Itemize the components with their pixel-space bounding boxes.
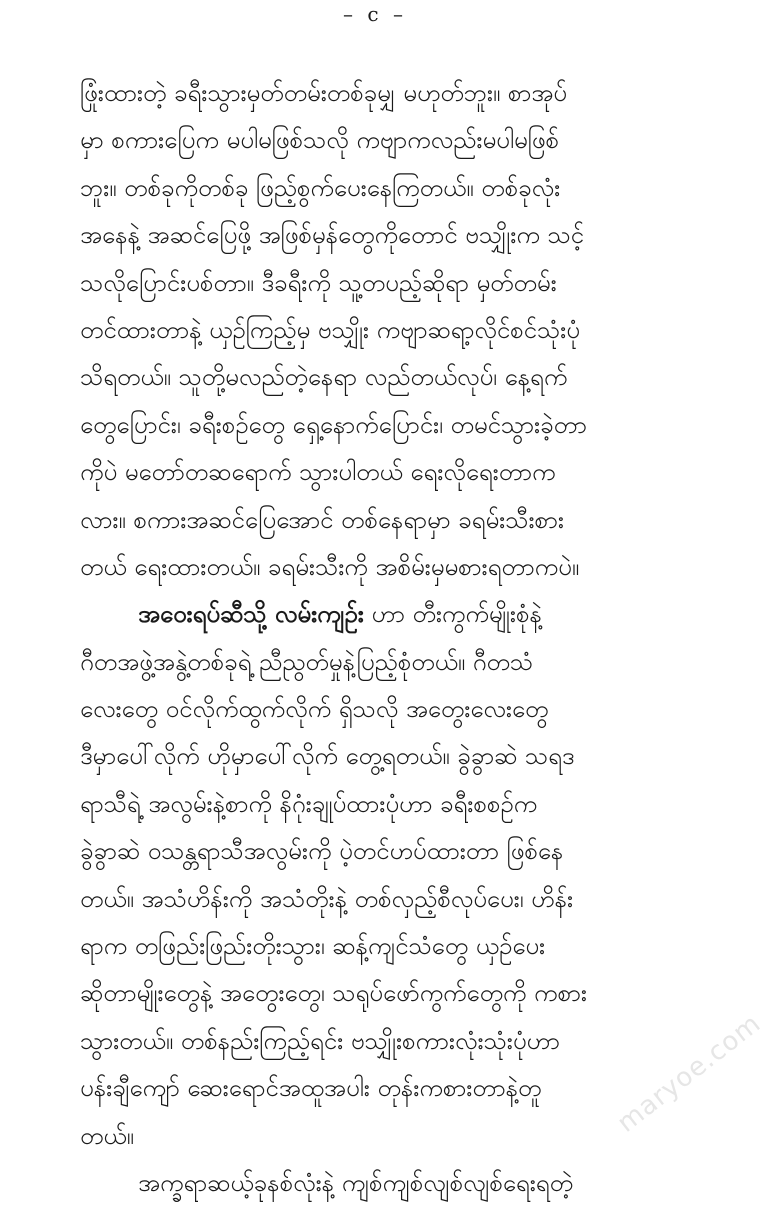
- text-line: ဒီမှာပေါ်လိုက် ဟိုမှာပေါ်လိုက် တွေ့ရတယ်။ ခွဲခွာဆဲ သရဒ: [80, 742, 575, 771]
- text-line: သွားတယ်။ တစ်နည်းကြည့်ရင်း ဗသျှိုးစကားလုံးသုံးပုံဟာ: [80, 1026, 560, 1055]
- text-line: လား။ စကားအဆင်ပြေအောင် တစ်နေရာမှာ ခရမ်းသီးစား: [80, 505, 565, 534]
- page-number: – c –: [343, 2, 407, 26]
- paragraph-start-rest: ဟာ တီးကွက်မျိုးစုံနဲ့: [363, 600, 542, 629]
- text-line: ခွဲခွာဆဲ ဝသန္တရာသီအလွမ်းကို ပဲ့တင်ဟပ်ထားတာ ဖြစ်နေ: [80, 837, 564, 866]
- text-line: ကိုပဲ မတော်တဆရောက် သွားပါတယ် ရေးလိုရေးတာက: [80, 458, 556, 487]
- text-line: တယ် ရေးထားတယ်။ ခရမ်းသီးကို အစိမ်းမှမစားရတာကပဲ။: [80, 552, 580, 581]
- watermark: maryoe.com: [612, 1008, 767, 1139]
- text-line: ပန်းချီကျော် ဆေးရောင်အထူအပါး တုန်းကစားတာနဲ့တူ: [80, 1074, 542, 1103]
- text-line: ဖြုံးထားတဲ့ ခရီးသွားမှတ်တမ်းတစ်ခုမျှ မဟုတ်ဘူး။ စာအုပ်: [80, 79, 567, 107]
- text-body: [80, 70, 692, 1207]
- text-line: ရာသီရဲ့ အလွမ်းနဲ့စာကို နိဂုံးချုပ်ထားပုံဟာ ခရီးစစဉ်က: [80, 789, 538, 818]
- text-line: ရာက တဖြည်းဖြည်းတိုးသွား၊ ဆန့်ကျင်သံတွေ ယှဉ်ပေး: [80, 932, 546, 961]
- book-title-bold: အဝေးရပ်ဆီသို့ လမ်းကျဉ်း: [138, 600, 364, 629]
- text-line: တွေပြောင်း၊ ခရီးစဉ်တွေ ရှေ့နောက်ပြောင်း၊ တမင်သွားခဲ့တာ: [80, 410, 587, 439]
- paragraph-start-line: [80, 591, 692, 638]
- text-line: တင်ထားတာနဲ့ ယှဉ်ကြည့်မှ ဗသျှိုး ကဗျာဆရာ့လိုင်စင်သုံးပုံ: [80, 315, 580, 344]
- text-line: တယ်။ အသံဟိန်းကို အသံတိုးနဲ့ တစ်လှည့်စီလုပ်ပေး၊ ဟိန်း: [80, 884, 574, 913]
- text-line: ဂီတအဖွဲ့အနွဲ့တစ်ခုရဲ့ ညီညွတ်မှုနဲ့ပြည့်စုံတယ်။ ဂီတသံ: [80, 647, 534, 676]
- text-line: တယ်။: [80, 1121, 134, 1150]
- text-line: မှာ စကားပြေက မပါမဖြစ်သလို ကဗျာကလည်းမပါမဖြစ်: [80, 126, 559, 155]
- text-line: လေးတွေ ဝင်လိုက်ထွက်လိုက် ရှိသလို အတွေးလေးတွေ: [80, 695, 549, 724]
- text-line: ဘူး။ တစ်ခုကိုတစ်ခု ဖြည့်စွက်ပေးနေကြတယ်။ တစ်ခုလုံး: [80, 173, 561, 202]
- text-line: ဆိုတာမျိုးတွေနဲ့ အတွေးတွေ၊ သရုပ်ဖော်ကွက်တွေကို ကစား: [80, 979, 587, 1008]
- text-line: သိရတယ်။ သူတို့မလည်တဲ့နေရာ လည်တယ်လုပ်၊ နေ့ရက်: [80, 363, 568, 392]
- text-line: သလိုပြောင်းပစ်တာ။ ဒီခရီးကို သူ့တပည့်ဆိုရာ မှတ်တမ်း: [80, 268, 557, 297]
- text-line: အနေနဲ့ အဆင်ပြေဖို့ အဖြစ်မှန်တွေကိုတောင် ဗသျှိုးက သင့်: [80, 221, 584, 250]
- paragraph-start-line: အက္ခရာဆယ့်ခုနစ်လုံးနဲ့ ကျစ်ကျစ်လျစ်လျစ်ရေးရတဲ့: [138, 1168, 573, 1197]
